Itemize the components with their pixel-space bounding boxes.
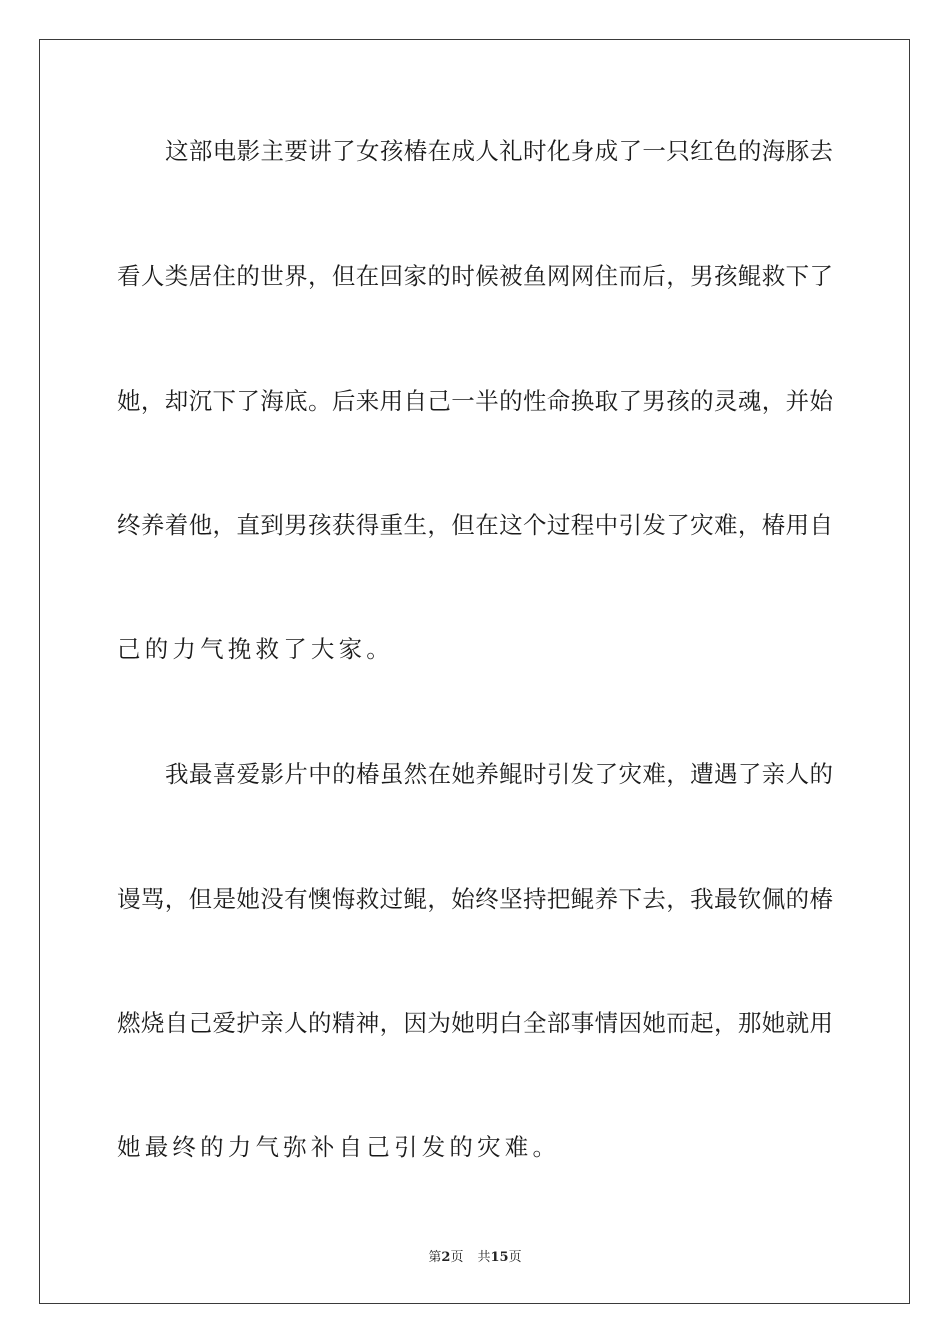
footer-total-suffix: 页 xyxy=(508,1250,522,1265)
paragraph-2-line-2: 谩骂，但是她没有懊悔救过鲲，始终坚持把鲲养下去，我最钦佩的椿 xyxy=(117,885,833,913)
paragraph-1-line-3: 她，却沉下了海底。后来用自己一半的性命换取了男孩的灵魂，并始 xyxy=(117,387,833,415)
paragraph-1-line-5: 己的力气挽救了大家。 xyxy=(117,635,394,663)
footer-page-suffix: 页 xyxy=(450,1250,464,1265)
footer-page-number: 2 xyxy=(441,1250,451,1265)
footer-page-prefix: 第 xyxy=(428,1250,442,1265)
paragraph-2-line-1: 我最喜爱影片中的椿虽然在她养鲲时引发了灾难，遭遇了亲人的 xyxy=(165,760,833,788)
paragraph-1-line-1: 这部电影主要讲了女孩椿在成人礼时化身成了一只红色的海豚去 xyxy=(165,137,833,165)
footer-total-pages: 15 xyxy=(490,1250,509,1265)
paragraph-1-line-2: 看人类居住的世界，但在回家的时候被鱼网网住而后，男孩鲲救下了 xyxy=(117,262,833,290)
page-border xyxy=(39,39,910,1304)
paragraph-2-line-4: 她最终的力气弥补自己引发的灾难。 xyxy=(117,1133,561,1161)
paragraph-1-line-4: 终养着他，直到男孩获得重生，但在这个过程中引发了灾难，椿用自 xyxy=(117,511,833,539)
page-footer xyxy=(0,1246,950,1265)
footer-total-prefix: 共 xyxy=(477,1250,491,1265)
paragraph-2-line-3: 燃烧自己爱护亲人的精神，因为她明白全部事情因她而起，那她就用 xyxy=(117,1009,833,1037)
